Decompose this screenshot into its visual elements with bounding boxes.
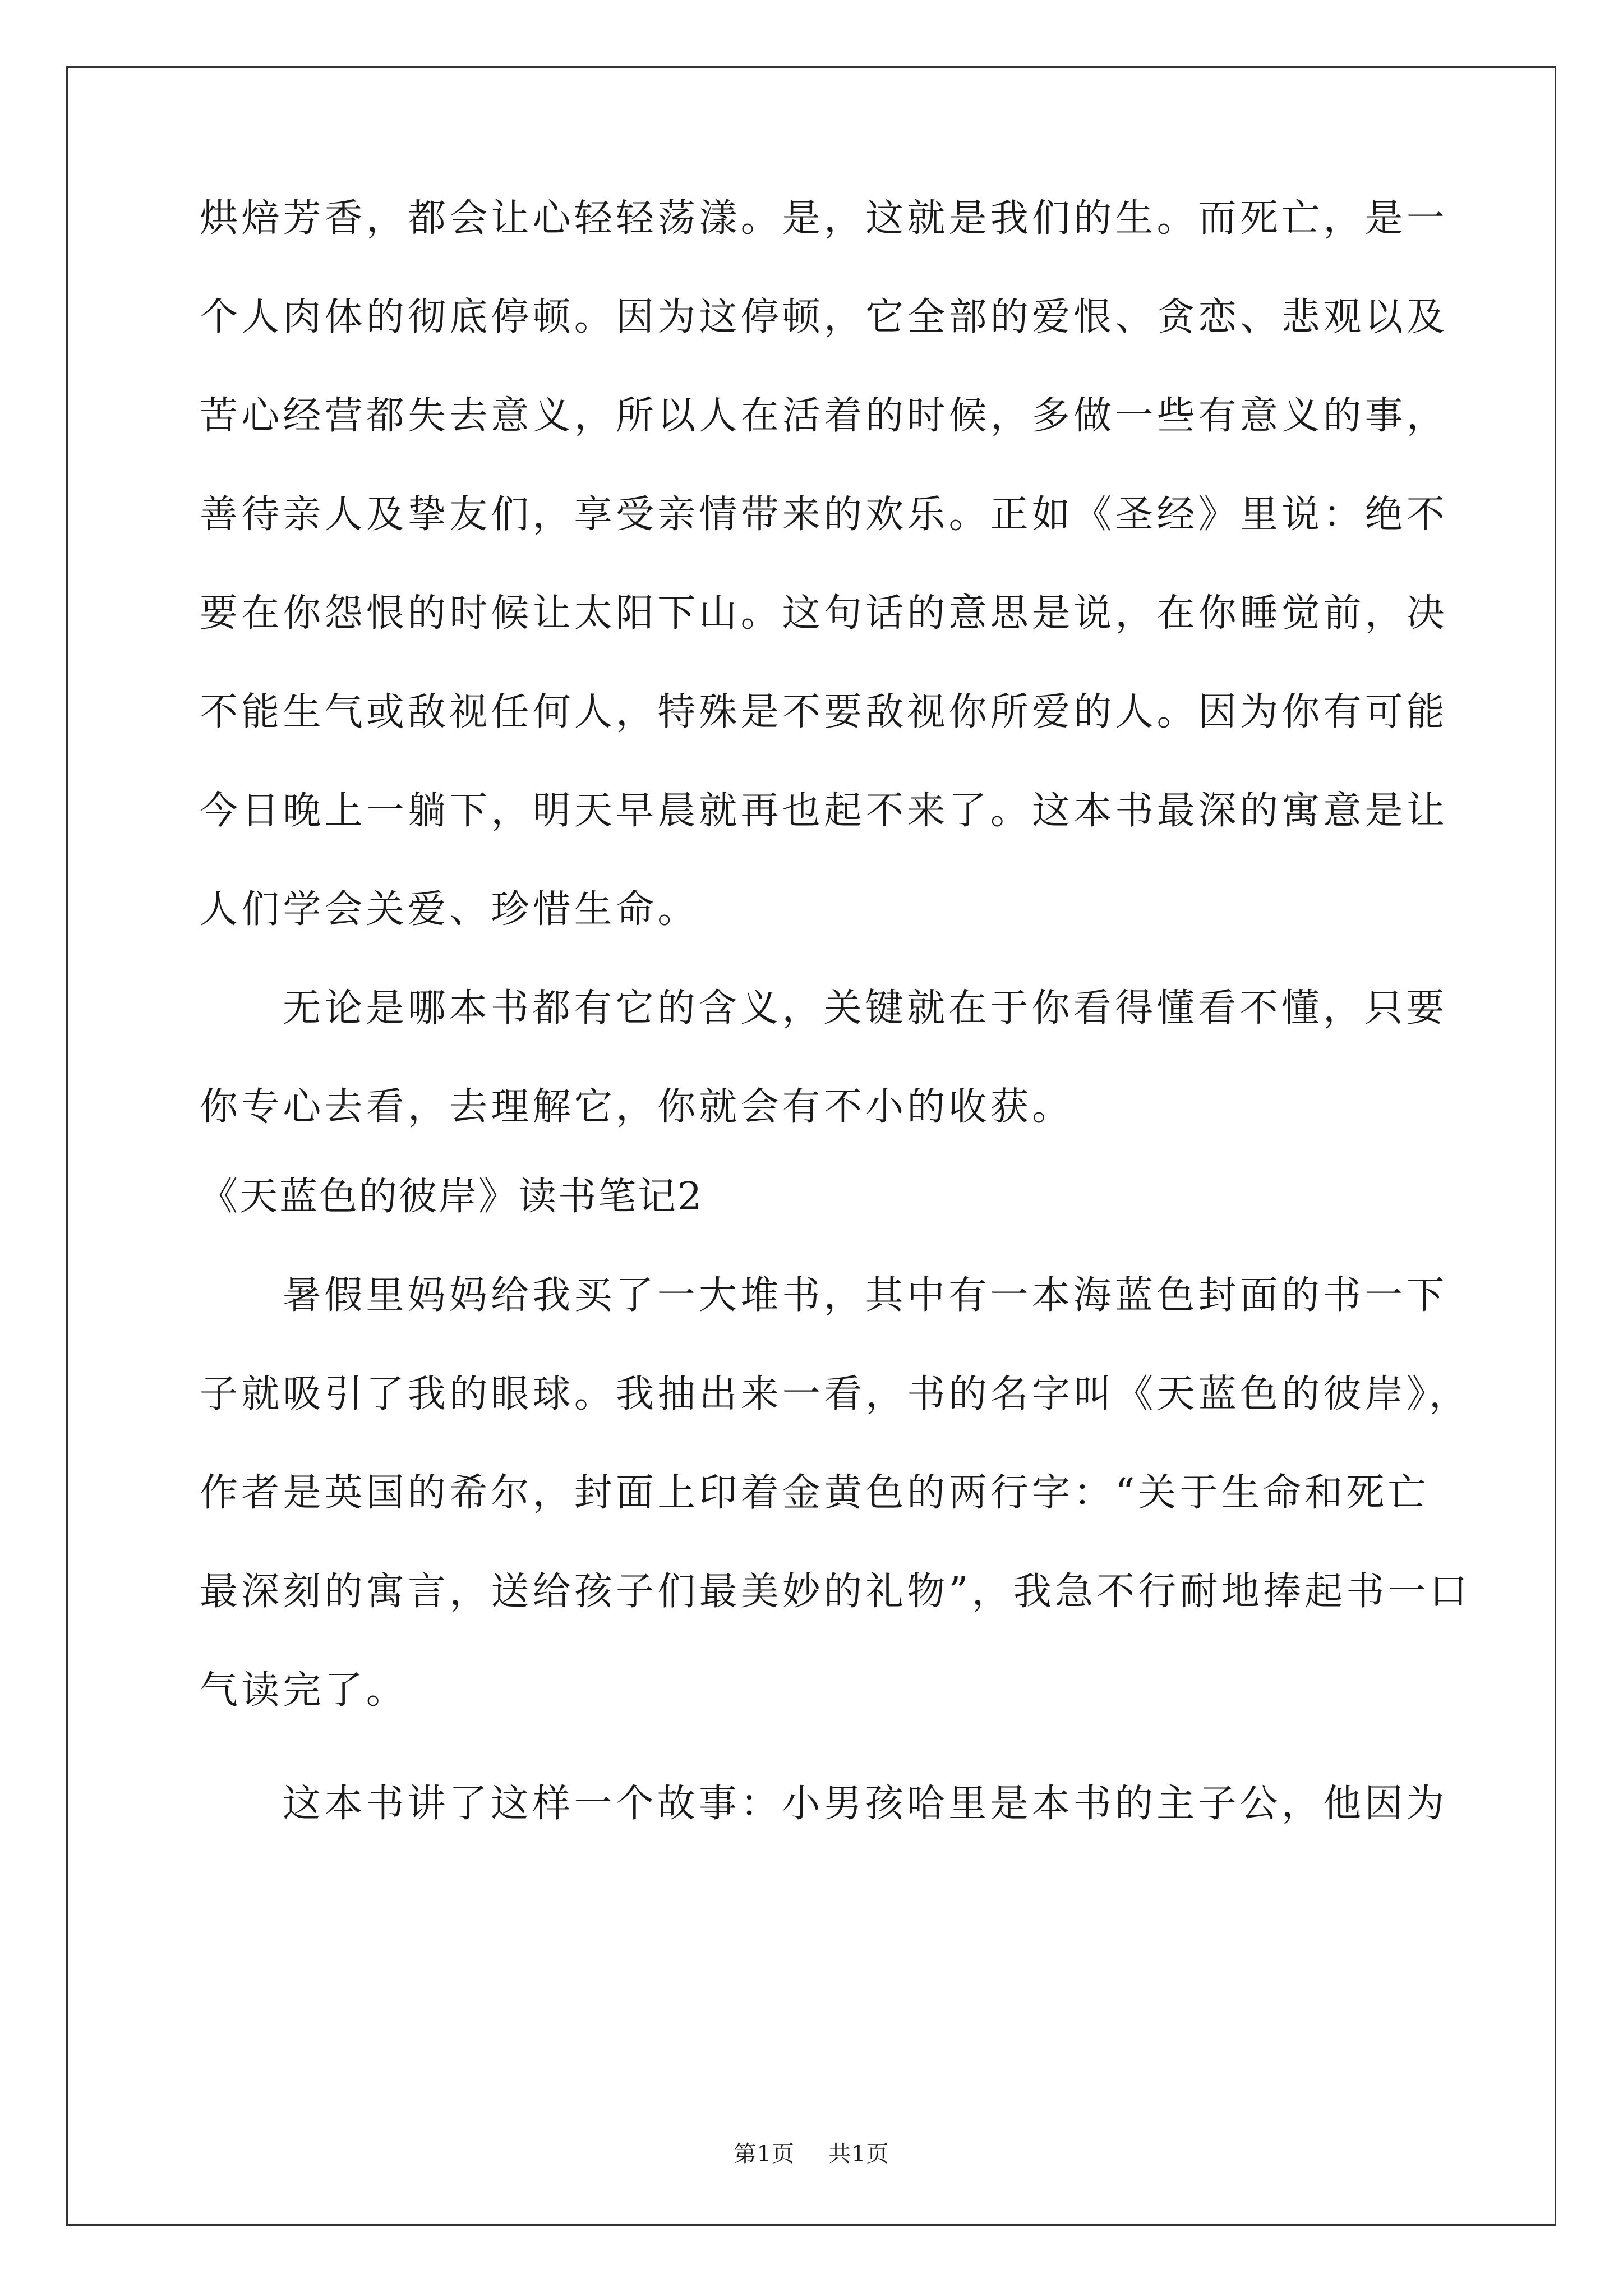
- body-line: 个人肉体的彻底停顿。因为这停顿，它全部的爱恨、贪恋、悲观以及: [200, 295, 1449, 339]
- body-line: 气读完了。: [200, 1668, 408, 1713]
- body-line: 不能生气或敌视任何人，特殊是不要敌视你所爱的人。因为你有可能: [200, 690, 1449, 734]
- body-line: 善待亲人及挚友们，享受亲情带来的欢乐。正如《圣经》里说：绝不: [200, 493, 1449, 537]
- body-line: 要在你怨恨的时候让太阳下山。这句话的意思是说，在你睡觉前，决: [200, 591, 1449, 636]
- body-line: 苦心经营都失去意义，所以人在活着的时候，多做一些有意义的事，: [200, 394, 1449, 438]
- page-total: 共1页: [828, 2141, 889, 2167]
- page-number: 第1页: [734, 2141, 795, 2167]
- body-line: 今日晚上一躺下，明天早晨就再也起不来了。这本书最深的寓意是让: [200, 789, 1449, 833]
- body-line: 暑假里妈妈给我买了一大堆书，其中有一本海蓝色封面的书一下: [283, 1273, 1448, 1318]
- body-line: 烘焙芳香，都会让心轻轻荡漾。是，这就是我们的生。而死亡，是一: [200, 196, 1449, 241]
- page-footer: [0, 2136, 1623, 2168]
- body-line: 子就吸引了我的眼球。我抽出来一看，书的名字叫《天蓝色的彼岸》，: [200, 1372, 1471, 1416]
- body-line: 这本书讲了这样一个故事：小男孩哈里是本书的主子公，他因为: [283, 1782, 1448, 1826]
- body-line: 你专心去看，去理解它，你就会有不小的收获。: [200, 1085, 1074, 1129]
- section-heading: 《天蓝色的彼岸》读书笔记2: [200, 1175, 704, 1219]
- body-line: 人们学会关爱、珍惜生命。: [200, 887, 699, 932]
- body-line: 作者是英国的希尔，封面上印着金黄色的两行字：“关于生命和死亡: [200, 1471, 1430, 1515]
- body-line: 最深刻的寓言，送给孩子们最美妙的礼物”，我急不行耐地捧起书一口: [200, 1570, 1471, 1614]
- body-line: 无论是哪本书都有它的含义，关键就在于你看得懂看不懂，只要: [283, 986, 1448, 1030]
